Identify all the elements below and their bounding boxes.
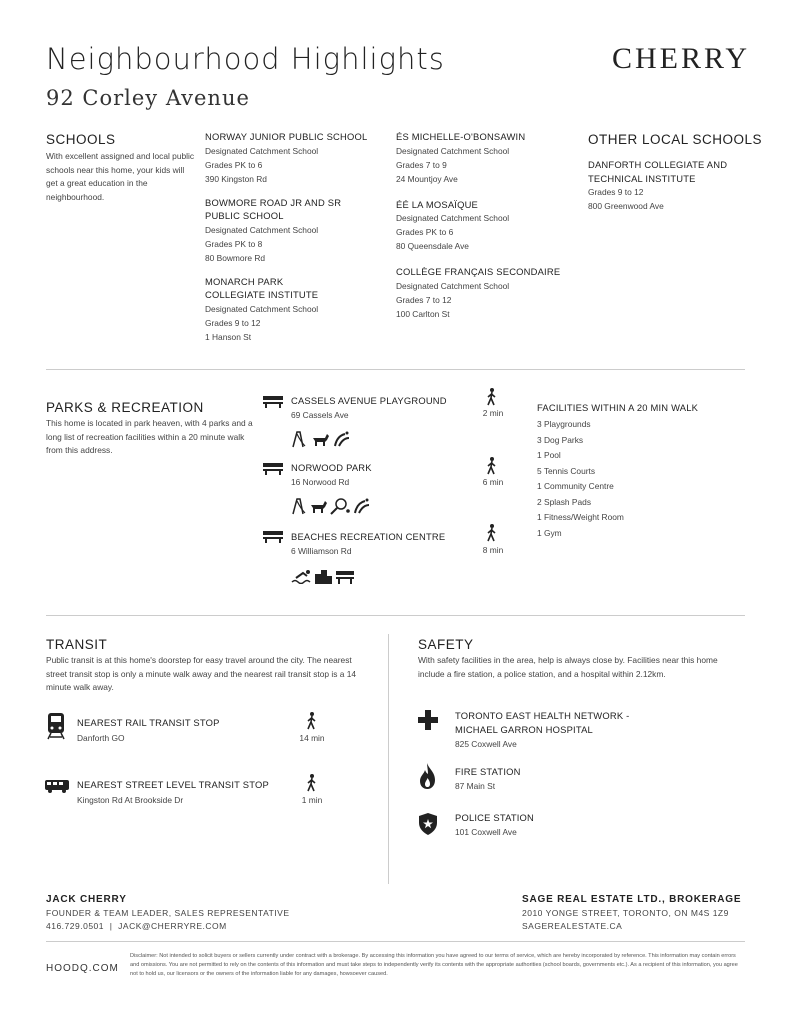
transit-description: Public transit is at this home's doorstep for easy travel around the city. The nearest street transit stop is only a minute walk away and the nearest rail transit stop is a 14 minute walk away.	[46, 655, 357, 693]
police-badge-icon	[419, 813, 437, 835]
walking-icon	[486, 524, 498, 542]
school-address: 1 Hanson St	[205, 331, 252, 342]
walking-icon	[306, 712, 318, 730]
school-type: Designated Catchment School	[396, 280, 510, 291]
hospital-cross-icon	[418, 710, 438, 730]
park-amenity-icons	[291, 430, 371, 453]
street-stop-label: NEAREST STREET LEVEL TRANSIT STOP	[77, 779, 269, 790]
bench-icon	[336, 571, 354, 584]
dog-icon	[311, 501, 327, 513]
school-type: Designated Catchment School	[205, 303, 319, 314]
park-amenity-icons	[291, 568, 361, 589]
bench-icon	[263, 531, 283, 543]
school-item	[396, 265, 576, 321]
divider	[46, 615, 745, 616]
school-address: 100 Carlton St	[396, 308, 450, 319]
school-grades: Grades 9 to 12	[205, 317, 261, 328]
divider	[46, 369, 745, 370]
school-grades: Grades PK to 8	[205, 238, 263, 249]
fire-station-address: 87 Main St	[455, 781, 496, 791]
agent-title: FOUNDER & TEAM LEADER, SALES REPRESENTATIVE	[46, 908, 290, 918]
school-address: 800 Greenwood Ave	[588, 201, 664, 211]
school-grades: Grades PK to 6	[205, 159, 263, 170]
school-address: 80 Queensdale Ave	[396, 241, 469, 251]
walk-time: 2 min	[482, 408, 504, 418]
school-name: DANFORTH COLLEGIATE AND TECHNICAL INSTITUTE	[588, 159, 728, 184]
rail-stop-label: NEAREST RAIL TRANSIT STOP	[77, 717, 220, 728]
park-amenity-icons	[291, 497, 381, 520]
safety-heading: SAFETY	[418, 637, 474, 652]
school-grades: Grades 7 to 12	[396, 294, 452, 305]
school-name: ÉÉ LA MOSAÏQUE	[396, 198, 478, 210]
community-centre-icon	[315, 570, 332, 584]
school-address: 390 Kingston Rd	[205, 173, 267, 184]
school-column-1	[205, 130, 385, 344]
park-address: 69 Cassels Ave	[291, 410, 349, 420]
parks-description: This home is located in park heaven, with 4 parks and a long list of recreation facilities within a 20 minute walk from this address.	[46, 418, 253, 456]
park-address: 6 Williamson Rd	[291, 546, 352, 556]
transit-heading: TRANSIT	[46, 637, 108, 652]
other-schools-heading: OTHER LOCAL SCHOOLS	[588, 132, 763, 147]
property-address: 92 Corley Avenue	[46, 86, 250, 110]
school-item	[205, 275, 385, 344]
list-item: 1 Fitness/Weight Room	[537, 512, 624, 522]
walking-icon	[486, 388, 498, 406]
slide-icon	[293, 432, 305, 447]
hospital-address: 825 Coxwell Ave	[455, 739, 517, 749]
brokerage-address: 2010 YONGE STREET, TORONTO, ON M4S 1Z9	[522, 908, 729, 918]
school-name: NORWAY JUNIOR PUBLIC SCHOOL	[205, 131, 368, 142]
list-item: 5 Tennis Courts	[537, 465, 596, 476]
agent-name: JACK CHERRY	[46, 894, 127, 905]
school-column-2	[396, 130, 576, 321]
walk-time: 8 min	[482, 545, 504, 555]
school-item	[396, 130, 576, 186]
park-name: BEACHES RECREATION CENTRE	[291, 531, 446, 542]
police-station-address: 101 Coxwell Ave	[455, 827, 517, 837]
fire-icon	[419, 762, 436, 790]
hoodq-link[interactable]: HOODQ.COM	[46, 963, 119, 974]
hospital-name: TORONTO EAST HEALTH NETWORK - MICHAEL GARRON HOSPITAL	[455, 710, 630, 735]
bench-icon	[263, 463, 283, 475]
police-station-name: POLICE STATION	[455, 812, 535, 823]
school-name: MONARCH PARK COLLEGIATE INSTITUTE	[205, 275, 319, 300]
list-item: 1 Pool	[537, 450, 561, 460]
slide-icon	[293, 499, 305, 514]
splash-icon	[355, 499, 369, 514]
fire-station-name: FIRE STATION	[455, 766, 521, 777]
walk-time: 14 min	[299, 733, 325, 743]
walk-time: 1 min	[301, 795, 323, 805]
list-item: 1 Community Centre	[537, 481, 614, 491]
train-icon	[47, 712, 65, 740]
page-title: Neighbourhood Highlights	[46, 42, 445, 76]
park-name: NORWOOD PARK	[291, 462, 372, 473]
school-item	[205, 130, 385, 186]
bench-icon	[263, 396, 283, 408]
school-item	[205, 196, 385, 265]
school-address: 24 Mountjoy Ave	[396, 173, 458, 184]
park-address: 16 Norwood Rd	[291, 477, 350, 487]
school-name: ÉS MICHELLE-O'BONSAWIN	[396, 131, 526, 142]
street-stop-name: Kingston Rd At Brookside Dr	[77, 795, 184, 805]
walking-icon	[486, 457, 498, 475]
brand-logo: CHERRY	[612, 42, 751, 75]
school-type: Designated Catchment School	[396, 145, 510, 156]
school-grades: Grades PK to 6	[396, 227, 454, 237]
school-grades: Grades 7 to 9	[396, 159, 447, 170]
tennis-icon	[331, 499, 350, 514]
splash-icon	[335, 432, 349, 447]
walk-time: 6 min	[482, 477, 504, 487]
bus-icon	[44, 779, 70, 793]
school-name: COLLÈGE FRANÇAIS SECONDAIRE	[396, 266, 561, 277]
school-type: Designated Catchment School	[396, 213, 510, 223]
walking-icon	[306, 774, 318, 792]
facilities-list	[537, 417, 624, 541]
list-item: 2 Splash Pads	[537, 496, 592, 507]
school-grades: Grades 9 to 12	[588, 187, 644, 197]
brokerage-name: SAGE REAL ESTATE LTD., BROKERAGE	[522, 894, 742, 905]
schools-description: With excellent assigned and local public schools near this home, your kids will get a great education in the neighbourhood.	[46, 151, 195, 202]
agent-contact[interactable]: 416.729.0501 | JACK@CHERRYRE.COM	[46, 921, 227, 931]
schools-heading: SCHOOLS	[46, 132, 116, 147]
other-school-item	[588, 158, 748, 213]
parks-heading: PARKS & RECREATION	[46, 400, 204, 415]
swimming-icon	[292, 570, 310, 584]
disclaimer: Disclaimer: Not intended to solicit buyers or sellers currently under contract with a brokerage. By accessing this information you have agreed to our terms of service, which are hereby incorporated by reference. This information may contain errors and omissions. You are not permitted to rely on the contents of this information and must take steps to independently verify its contents with the appropriate authorities (school boards, governments etc.). As a recipient of this information, you agree not to hold us, our licensors or the owners of the information liable for any damages, howsoever caused.	[130, 953, 738, 977]
rail-stop-name: Danforth GO	[77, 733, 125, 743]
school-item	[396, 198, 576, 254]
dog-icon	[313, 434, 329, 446]
school-address: 80 Bowmore Rd	[205, 252, 266, 263]
school-type: Designated Catchment School	[205, 224, 319, 235]
list-item: 1 Gym	[537, 527, 562, 538]
safety-description: With safety facilities in the area, help is always close by. Facilities near this home include a fire station, a police station, and a hospital within 2.12km.	[418, 655, 718, 679]
divider	[46, 941, 745, 942]
list-item: 3 Dog Parks	[537, 434, 584, 445]
school-name: BOWMORE ROAD JR AND SR PUBLIC SCHOOL	[205, 196, 342, 221]
facilities-heading: FACILITIES WITHIN A 20 MIN WALK	[537, 402, 699, 413]
school-type: Designated Catchment School	[205, 145, 319, 156]
park-name: CASSELS AVENUE PLAYGROUND	[291, 395, 447, 406]
brokerage-website-link[interactable]: SAGEREALESTATE.CA	[522, 921, 623, 931]
list-item: 3 Playgrounds	[537, 419, 591, 429]
vertical-divider	[388, 634, 389, 884]
